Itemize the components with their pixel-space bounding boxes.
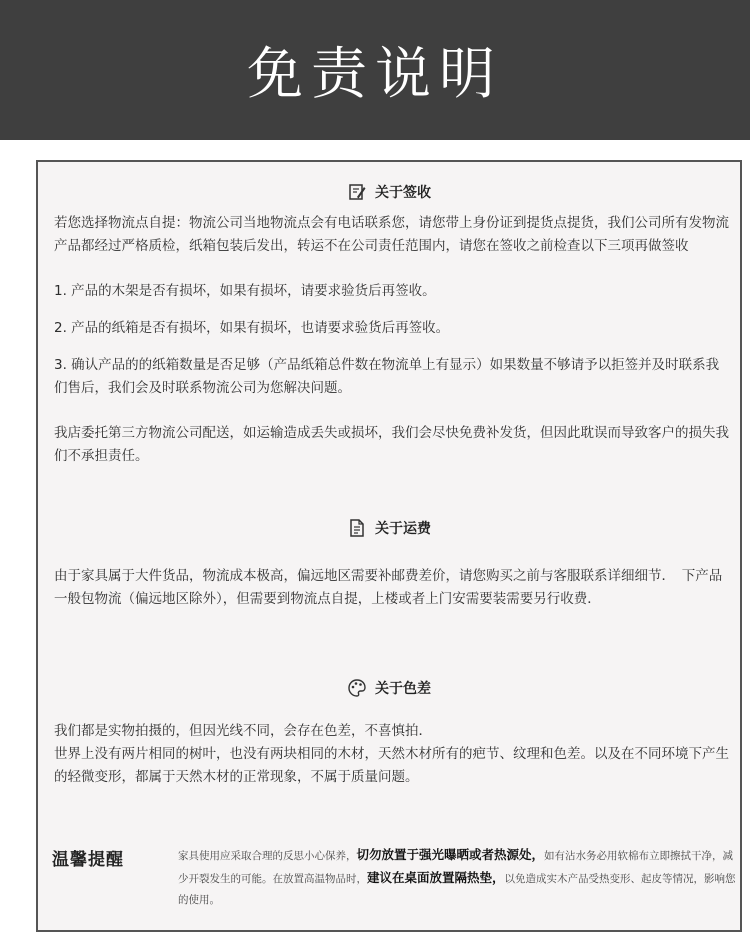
reminder-text [178,844,738,911]
section-header-shipping [38,518,740,538]
reminder-title: 温馨提醒 [52,850,124,870]
signing-item-1: 1. 产品的木架是否有损坏，如果有损坏，请要求验货后再签收。 [54,283,436,299]
section-header-signing [38,182,740,202]
section-title-signing: 关于签收 [375,185,431,201]
section-title-color: 关于色差 [375,681,431,697]
signing-item-2: 2. 产品的纸箱是否有损坏，如果有损坏，也请要求验货后再签收。 [54,320,450,336]
reminder-part-3: 以免造成实木产品受热变形、起皮等情况，影响您的使用。 [178,873,736,906]
color-line-1: 我们都是实物拍摄的，但因光线不同，会存在色差，不喜慎拍． [54,723,432,739]
document-icon [347,518,367,538]
page-title: 免责说明 [247,42,503,107]
color-text [54,720,730,789]
signing-item-3: 3. 确认产品的的纸箱数量是否足够（产品纸箱总件数在物流单上有显示）如果数量不够请予以拒签并及时联系我们售后，我们会及时联系物流公司为您解决问题。 [54,357,720,396]
palette-icon [347,678,367,698]
signing-icon [347,182,367,202]
signing-intro: 若您选择物流点自提：物流公司当地物流点会有电话联系您，请您带上身份证到提货点提货，我们公司所有发物流产品都经过严格质检，纸箱包装后发出，转运不在公司责任范围内，请您在签收之前检查以下三项再做签收 [54,215,729,254]
reminder-part-1: 家具使用应采取合理的反思小心保养， [178,850,357,862]
reminder-bold-2: 建议在桌面放置隔热垫， [367,870,505,885]
shipping-text [54,565,730,611]
reminder-bold-1: 切勿放置于强光曝晒或者热源处， [356,847,545,862]
signing-text [54,212,730,468]
section-header-color [38,678,740,698]
disclaimer-panel [36,160,742,932]
shipping-body: 由于家具属于大件货品，物流成本极高，偏远地区需要补邮费差价，请您购买之前与客服联系详细细节． 下产品一般包物流（偏远地区除外），但需要到物流点自提，上楼或者上门安需要装需要另行收费． [54,568,723,607]
banner [0,0,750,140]
signing-note: 我店委托第三方物流公司配送，如运输造成丢失或损坏，我们会尽快免费补发货，但因此耽误而导致客户的损失我们不承担责任。 [54,425,729,464]
reminder-part-2: 如有沾水务必用软棉布立即擦拭干净，减少开裂发生的可能。在放置高温物品时， [178,850,734,885]
color-line-2: 世界上没有两片相同的树叶，也没有两块相同的木材，天然木材所有的疤节、纹理和色差。以及在不同环境下产生的轻微变形，都属于天然木材的正常现象，不属于质量问题。 [54,746,729,785]
section-title-shipping: 关于运费 [375,521,431,537]
